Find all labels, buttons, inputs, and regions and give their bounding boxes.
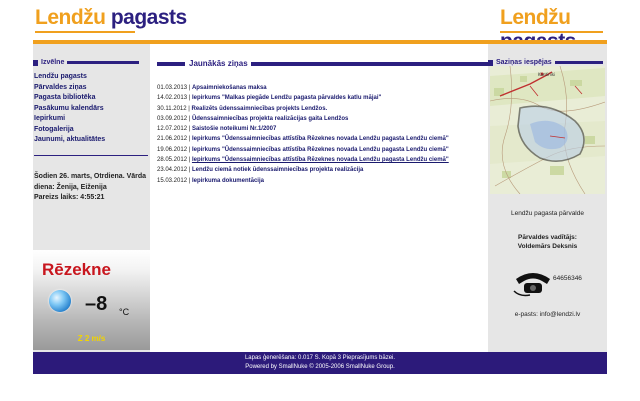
heading-marker	[157, 62, 185, 66]
footer	[33, 352, 607, 374]
news-item	[157, 83, 485, 93]
svg-text:Kantiniki: Kantiniki	[538, 72, 556, 77]
heading-line	[67, 61, 139, 64]
news-link[interactable]: Saistošie noteikumi Nr.1/2007	[191, 126, 277, 133]
news-item	[157, 165, 485, 175]
today-line-2: diena: Ženija, Eiženija	[34, 183, 107, 191]
heading-marker	[33, 60, 38, 66]
news-date: 23.04.2012	[157, 167, 188, 174]
news-date: 01.03.2013	[157, 85, 188, 91]
news-date: 30.11.2012	[157, 105, 187, 112]
weather-city: Rēzekne	[42, 260, 111, 279]
news-separator: |	[187, 136, 192, 143]
news-item	[157, 155, 485, 165]
news-date: 12.07.2012	[157, 126, 188, 133]
heading-marker	[488, 60, 493, 66]
weather-wind: Z 2 m/s	[77, 334, 106, 343]
menu-divider	[34, 155, 148, 156]
contacts-heading	[488, 59, 603, 66]
news-date: 14.02.2013	[157, 95, 188, 102]
current-time: Pareizs laiks: 4:55:21	[34, 194, 105, 201]
news-link[interactable]: Apsaimniekošanas maksa	[191, 85, 267, 91]
contacts-heading-label: Saziņas iespējas	[496, 59, 552, 66]
menu-item-iepirkumi[interactable]: Iepirkumi	[34, 115, 66, 122]
news-separator: |	[186, 105, 192, 112]
contact-email[interactable]: e-pasts: info@lendzi.lv	[514, 311, 581, 318]
news-separator: |	[187, 157, 192, 164]
news-date: 28.05.2012	[157, 157, 188, 164]
news-list	[157, 83, 485, 186]
contact-head-name: Voldemārs Deksnis	[517, 243, 578, 250]
weather-unit: °C	[119, 307, 130, 317]
news-separator: |	[187, 126, 192, 133]
news-date: 15.03.2012	[157, 177, 188, 184]
date-info	[34, 172, 148, 204]
today-line-1: Šodien 26. marts, Otrdiena. Vārda	[34, 173, 147, 180]
menu-item-jaunumi[interactable]: Jaunumi, aktualitātes	[34, 136, 106, 143]
weather-widget[interactable]	[33, 250, 150, 350]
telephone-icon	[510, 265, 556, 299]
news-link[interactable]: Realizēts ūdenssaimniecības projekts Lendžos.	[191, 105, 328, 112]
news-link[interactable]: Iepirkums "Ūdenssaimniecības attīstība Rēzeknes novada Lendžu pagasta Lendžu ciemā"	[191, 146, 449, 153]
footer-powered-by: Powered by SmallNuke © 2005-2006 SmallNuke Group.	[245, 364, 395, 370]
news-separator: |	[187, 115, 192, 122]
heading-line	[555, 61, 603, 64]
news-link[interactable]: Iepirkums "Malkas piegāde Lendžu pagasta pārvaldes katlu mājai"	[191, 95, 382, 102]
news-item	[157, 114, 485, 124]
site-logo-left[interactable]	[35, 6, 187, 30]
news-heading-label: Jaunākās ziņas	[189, 59, 248, 68]
news-separator: |	[187, 167, 192, 174]
news-separator: |	[187, 95, 192, 102]
logo-word-1: Lendžu	[35, 6, 106, 29]
menu-item-pasakumu-kalendars[interactable]: Pasākumu kalendārs	[34, 104, 104, 112]
news-item	[157, 93, 485, 103]
news-item	[157, 176, 485, 186]
heading-line	[251, 62, 489, 66]
menu-item-fotogalerija[interactable]: Fotogalerija	[34, 125, 74, 133]
news-item	[157, 145, 485, 155]
weather-temperature: –8	[85, 293, 108, 315]
news-date: 21.06.2012	[157, 136, 188, 143]
news-link[interactable]: Ūdenssaimniecības projekta realizācijas gaita Lendžos	[191, 115, 349, 122]
news-link[interactable]: Iepirkums "Ūdenssaimniecības attīstība Rēzeknes novada Lendžu pagasta Lendžu ciemā"	[191, 136, 449, 143]
main-menu	[34, 72, 150, 146]
news-separator: |	[187, 146, 192, 153]
contact-phone: 64656346	[553, 275, 582, 282]
news-date: 03.09.2012	[157, 115, 188, 122]
news-link[interactable]: Iepirkums "Ūdenssaimniecības attīstība Rēzeknes novada Lendžu pagasta Lendžu ciemā"	[191, 157, 449, 164]
news-item	[157, 124, 485, 134]
news-item	[157, 104, 485, 114]
news-link[interactable]: Lendžu ciemā notiek ūdenssaimniecības projekta realizācija	[191, 167, 364, 174]
news-separator: |	[187, 177, 192, 184]
news-link[interactable]: Iepirkuma dokumentācija	[191, 177, 264, 184]
news-heading	[157, 59, 489, 68]
footer-generation-info: Lapas ģenerēšana: 0.017 S. Kopā 3 Pieprasījums bāzei.	[244, 355, 396, 361]
menu-item-lendzu-pagasts[interactable]: Lendžu pagasts	[34, 73, 87, 80]
logo-underline-left	[35, 31, 135, 33]
menu-heading-label: Izvēlne	[41, 59, 65, 66]
menu-item-biblioteka[interactable]: Pagasta bibliotēka	[34, 94, 96, 101]
contact-org-name: Lendžu pagasta pārvalde	[510, 210, 584, 217]
menu-item-parvaldes-zinas[interactable]: Pārvaldes ziņas	[34, 83, 87, 91]
menu-heading	[33, 59, 139, 66]
news-date: 19.06.2012	[157, 146, 188, 153]
pagasts-map-image[interactable]	[490, 66, 605, 194]
logo-word-2: pagasts	[110, 6, 187, 29]
weather-icon	[49, 290, 71, 312]
logo-underline-right	[500, 31, 603, 33]
news-separator: |	[187, 85, 192, 91]
contact-head-title: Pārvaldes vadītājs:	[518, 234, 577, 241]
logo-word-1: Lendžu	[500, 6, 571, 29]
news-item	[157, 134, 485, 144]
